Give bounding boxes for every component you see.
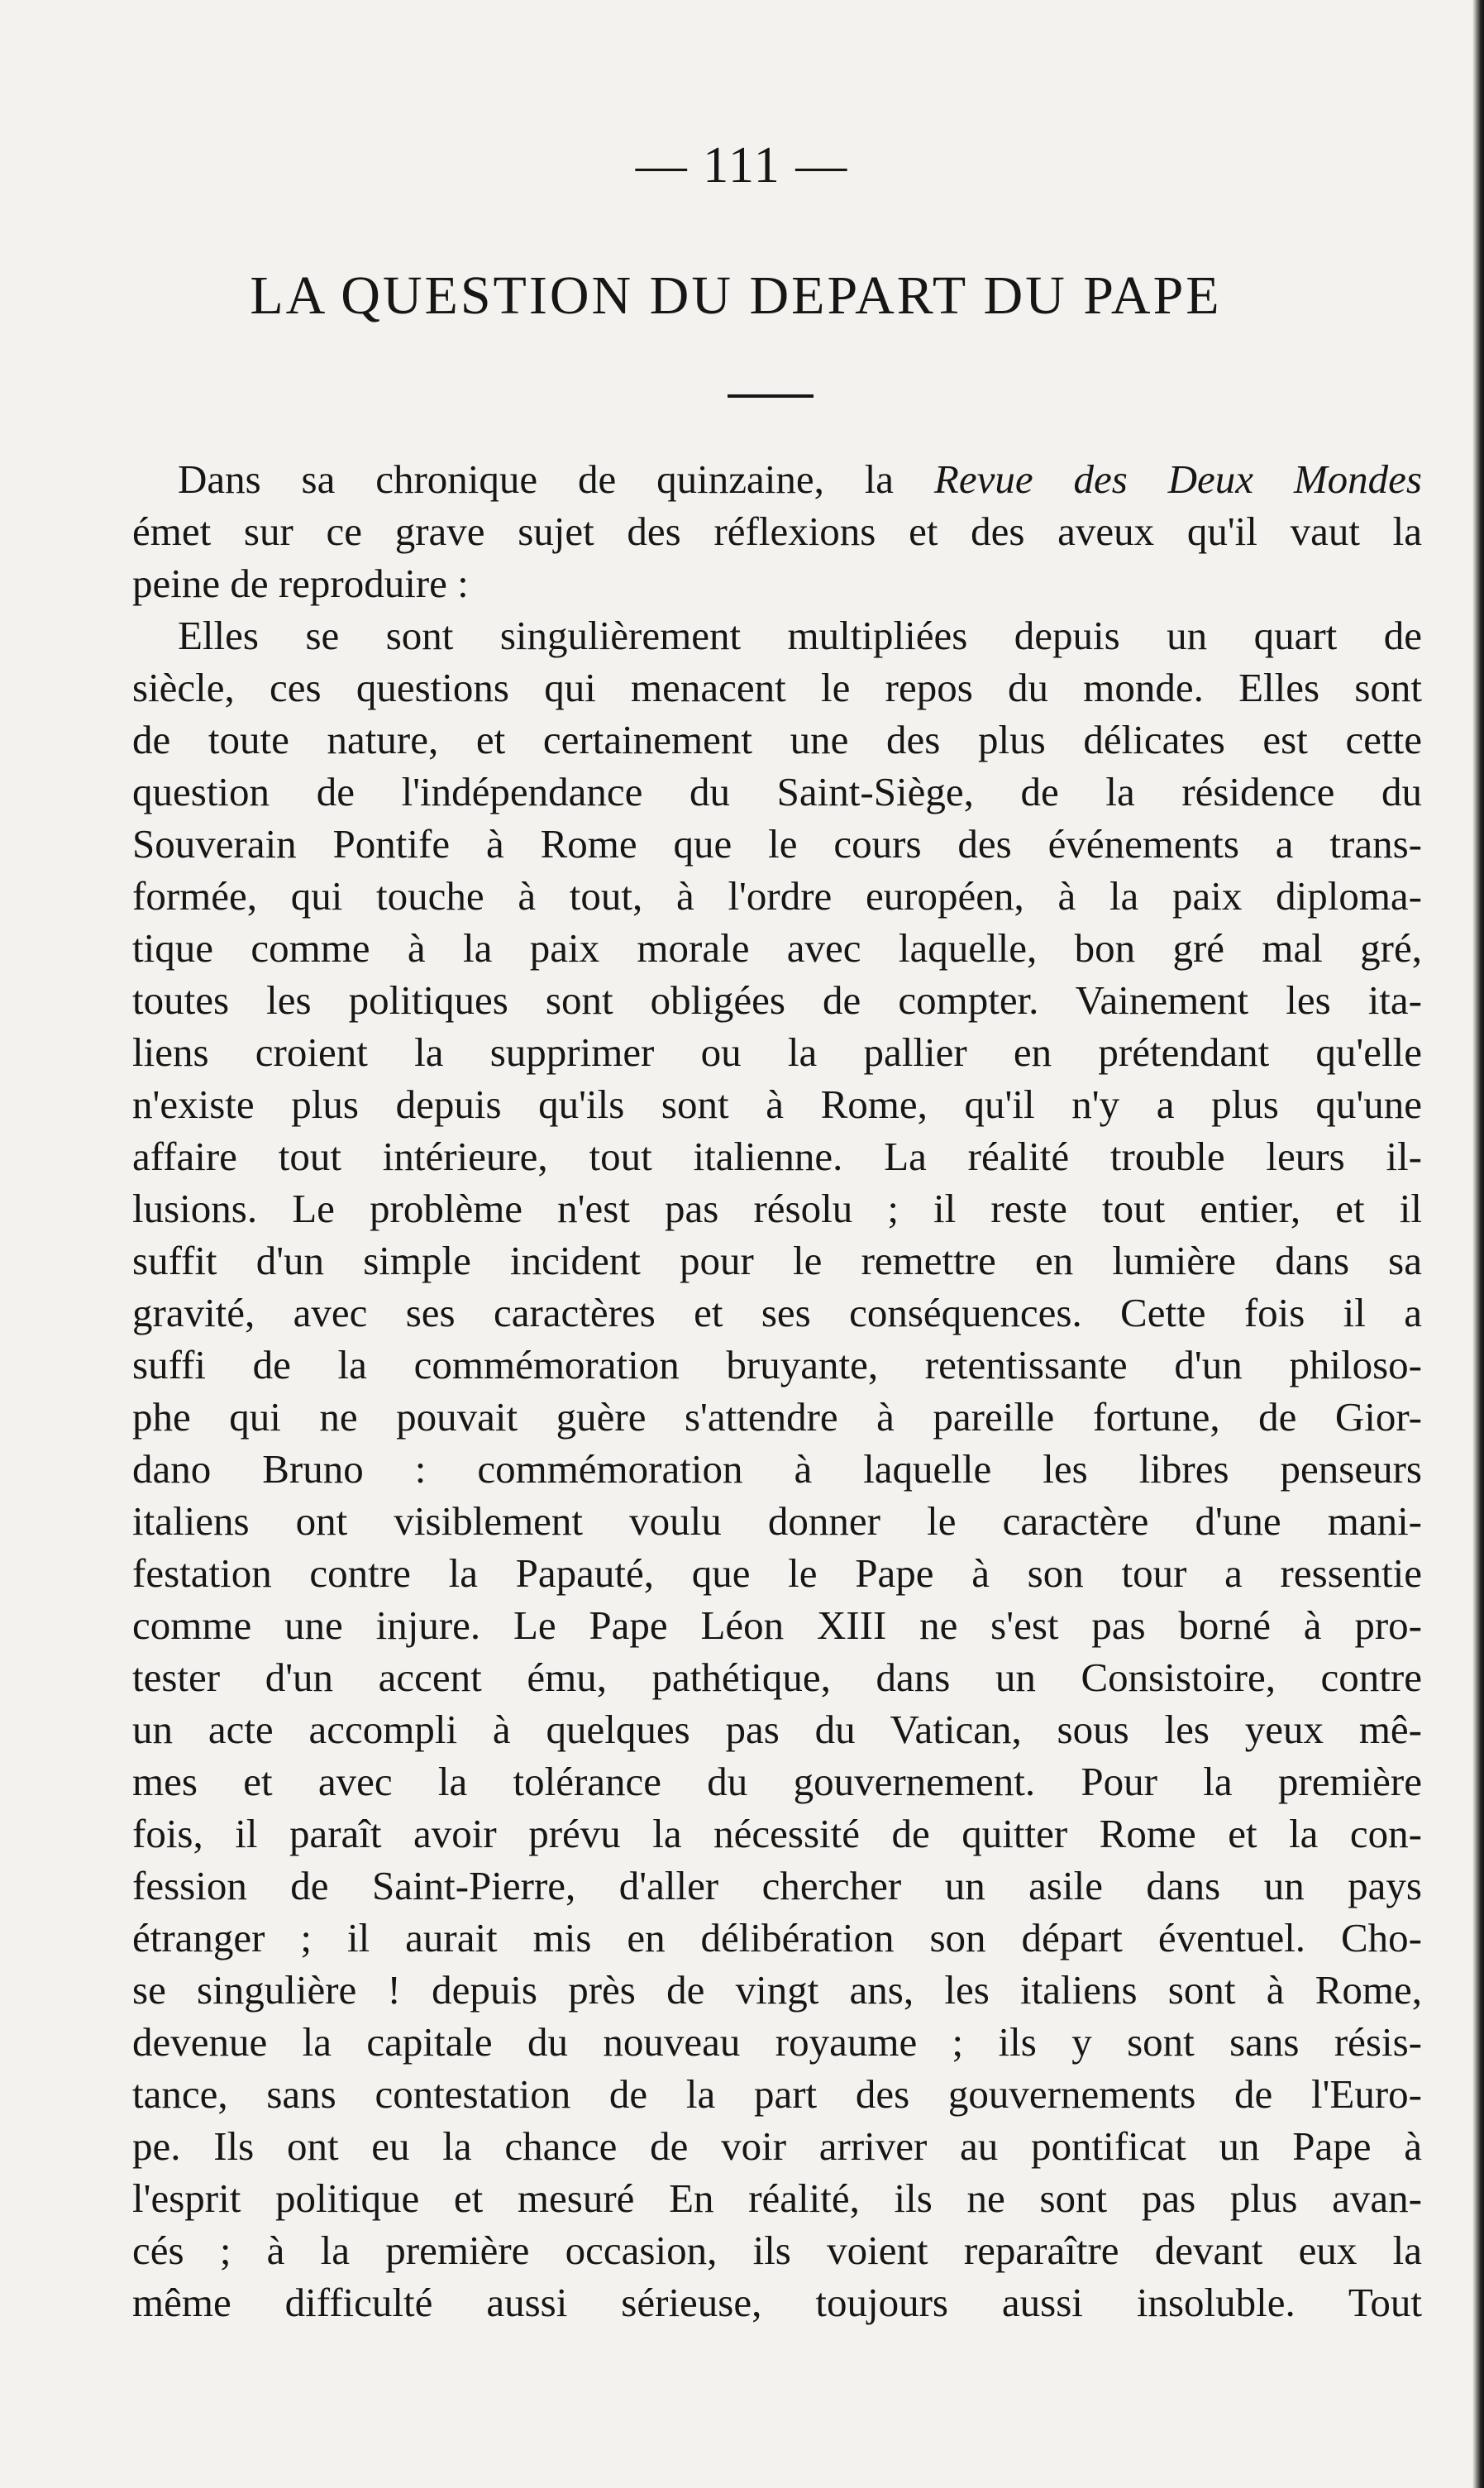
text-line-content: question de l'indépendance du Saint-Siège, de la résidence du: [132, 769, 1422, 814]
text-line-content: peine de reproduire :: [132, 561, 469, 606]
text-line-content: dano Bruno : commémoration à laquelle les libres penseurs: [132, 1446, 1422, 1492]
text-line-content: tance, sans contestation de la part des gouvernements de l'Euro-: [132, 2071, 1422, 2117]
text-line-content: formée, qui touche à tout, à l'ordre européen, à la paix diploma-: [132, 873, 1422, 919]
text-line-content: Souverain Pontife à Rome que le cours des événements a trans-: [132, 821, 1422, 867]
text-line: [132, 2224, 1422, 2276]
text-line-content: tester d'un accent ému, pathétique, dans un Consistoire, contre: [132, 1655, 1422, 1700]
text-line-content: se singulière ! depuis près de vingt ans, les italiens sont à Rome,: [132, 1967, 1422, 2013]
text-line: [132, 1130, 1422, 1182]
text-line: [132, 609, 1422, 661]
text-line-content: italiens ont visiblement voulu donner le caractère d'une mani-: [132, 1498, 1422, 1544]
text-line: [132, 2016, 1422, 2068]
text-line-content: un acte accompli à quelques pas du Vatican, sous les yeux mê-: [132, 1707, 1422, 1752]
text-line: [132, 1703, 1422, 1755]
text-line-content: phe qui ne pouvait guère s'attendre à pareille fortune, de Gior-: [132, 1394, 1422, 1440]
text-line: [132, 1912, 1422, 1964]
text-line-content: suffi de la commémoration bruyante, retentissante d'un philoso-: [132, 1342, 1422, 1387]
text-line: [132, 453, 1422, 505]
text-line-content: tique comme à la paix morale avec laquelle, bon gré mal gré,: [132, 925, 1422, 971]
text-line-content: même difficulté aussi sérieuse, toujours aussi insoluble. Tout: [132, 2280, 1422, 2325]
body-text: [132, 453, 1422, 2328]
text-line: [132, 1755, 1422, 1808]
text-line: [132, 1339, 1422, 1391]
text-line: [132, 1026, 1422, 1078]
page-number: — 111 —: [635, 137, 849, 193]
text-line: [132, 1078, 1422, 1130]
text-line: [132, 2276, 1422, 2328]
text-line: [132, 2172, 1422, 2224]
text-line: [132, 1182, 1422, 1234]
text-line-content: devenue la capitale du nouveau royaume ; ils y sont sans résis-: [132, 2019, 1422, 2065]
binding-edge: [1472, 0, 1484, 2488]
text-line: [132, 1547, 1422, 1599]
text-line-content: lusions. Le problème n'est pas résolu ; il reste tout entier, et il: [132, 1186, 1422, 1231]
text-line: [132, 1808, 1422, 1860]
text-line-content: suffit d'un simple incident pour le remettre en lumière dans sa: [132, 1238, 1422, 1283]
text-line: [132, 1234, 1422, 1287]
text-line-content: siècle, ces questions qui menacent le repos du monde. Elles sont: [132, 665, 1422, 710]
text-line-content: l'esprit politique et mesuré En réalité, ils ne sont pas plus avan-: [132, 2175, 1422, 2221]
text-line: [132, 870, 1422, 922]
text-line-content: comme une injure. Le Pape Léon XIII ne s'est pas borné à pro-: [132, 1602, 1422, 1648]
article-title: LA QUESTION DU DEPART DU PAPE: [250, 265, 1222, 326]
text-line: [132, 1443, 1422, 1495]
text-line: [132, 974, 1422, 1026]
text-line-content: n'existe plus depuis qu'ils sont à Rome, qu'il n'y a plus qu'une: [132, 1082, 1422, 1127]
text-line: [132, 2068, 1422, 2120]
text-line: [132, 1964, 1422, 2016]
text-line-content: fession de Saint-Pierre, d'aller chercher un asile dans un pays: [132, 1863, 1422, 1908]
text-line: [132, 2120, 1422, 2172]
text-line-content: émet sur ce grave sujet des réflexions et des aveux qu'il vaut la: [132, 509, 1422, 554]
text-line-content: festation contre la Papauté, que le Pape à son tour a ressentie: [132, 1550, 1422, 1596]
text-line-content: Dans sa chronique de quinzaine, la: [178, 456, 934, 502]
text-line-content: affaire tout intérieure, tout italienne. La réalité trouble leurs il-: [132, 1134, 1422, 1179]
text-line: [132, 1860, 1422, 1912]
text-line: [132, 1599, 1422, 1651]
text-line-content: cés ; à la première occasion, ils voient reparaître devant eux la: [132, 2228, 1422, 2273]
text-line: [132, 661, 1422, 714]
text-line: [132, 922, 1422, 974]
text-line-content: gravité, avec ses caractères et ses conséquences. Cette fois il a: [132, 1290, 1422, 1335]
journal-title: Revue des Deux Mondes: [933, 456, 1422, 502]
text-line-content: mes et avec la tolérance du gouvernement. Pour la première: [132, 1759, 1422, 1804]
text-line-content: toutes les politiques sont obligées de compter. Vainement les ita-: [132, 977, 1422, 1023]
text-line: [132, 714, 1422, 766]
text-line: [132, 766, 1422, 818]
text-line: [132, 1391, 1422, 1443]
text-line: [132, 818, 1422, 870]
text-line-content: liens croient la supprimer ou la pallier en prétendant qu'elle: [132, 1029, 1422, 1075]
text-line: [132, 505, 1422, 557]
text-line-content: fois, il paraît avoir prévu la nécessité de quitter Rome et la con-: [132, 1811, 1422, 1856]
title-rule: [728, 394, 814, 398]
text-line: [132, 557, 1422, 609]
text-line-content: de toute nature, et certainement une des plus délicates est cette: [132, 717, 1422, 762]
text-line-content: Elles se sont singulièrement multipliées depuis un quart de: [178, 613, 1422, 658]
text-line: [132, 1651, 1422, 1703]
text-line: [132, 1495, 1422, 1547]
text-line: [132, 1287, 1422, 1339]
text-line-content: pe. Ils ont eu la chance de voir arriver au pontificat un Pape à: [132, 2123, 1422, 2169]
text-line-content: étranger ; il aurait mis en délibération son départ éventuel. Cho-: [132, 1915, 1422, 1960]
